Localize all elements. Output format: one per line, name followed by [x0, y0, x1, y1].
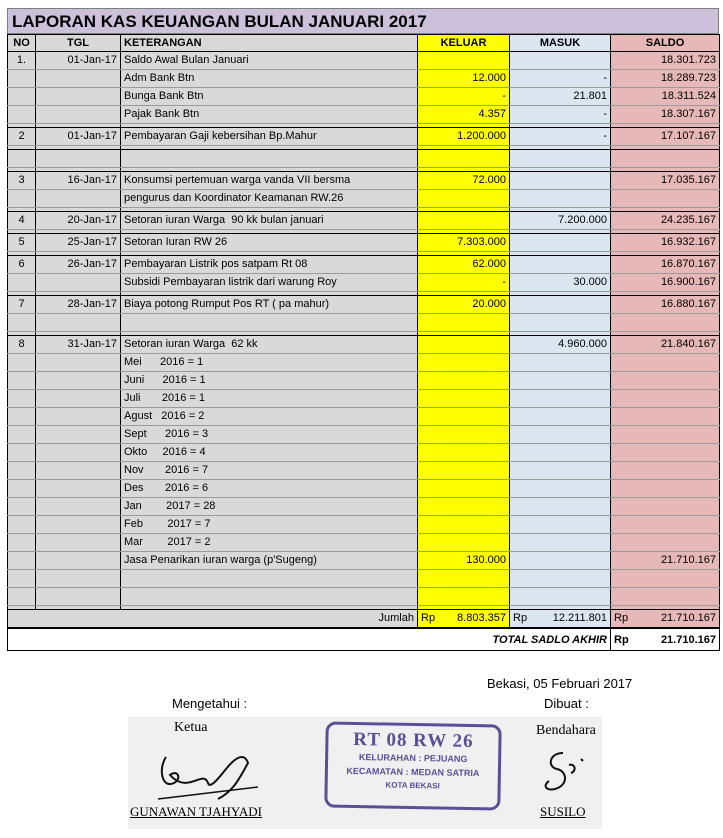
cell-keluar: [418, 588, 510, 606]
table-row: [8, 354, 720, 372]
cell-ket: Konsumsi pertemuan warga vanda VII bersma: [121, 172, 418, 190]
cell-ket: Pembayaran Gaji kebersihan Bp.Mahur: [121, 128, 418, 146]
cell-masuk: 21.801: [510, 88, 611, 106]
cell-ket: Setoran iuran Warga 90 kk bulan januari: [121, 212, 418, 230]
cell-tgl: 28-Jan-17: [36, 296, 121, 314]
cell-tgl: 01-Jan-17: [36, 52, 121, 70]
table-row: [8, 480, 720, 498]
ledger-sheet: [7, 8, 719, 651]
cell-tgl: [36, 588, 121, 606]
ketua-name: GUNAWAN TJAHYADI: [130, 804, 262, 819]
cell-saldo: 21.710.167: [611, 552, 720, 570]
cell-tgl: [36, 70, 121, 88]
cell-saldo: 16.880.167: [611, 296, 720, 314]
header-tgl: TGL: [36, 35, 121, 52]
cell-masuk: [510, 150, 611, 168]
cell-ket: [121, 314, 418, 332]
table-row: [8, 462, 720, 480]
cell-keluar: 1.200.000: [418, 128, 510, 146]
sum-keluar: [418, 610, 510, 628]
cell-masuk: -: [510, 70, 611, 88]
cell-ket: Pajak Bank Btn: [121, 106, 418, 124]
cell-saldo: [611, 588, 720, 606]
cell-tgl: [36, 274, 121, 292]
cell-keluar: [418, 534, 510, 552]
cell-tgl: [36, 444, 121, 462]
cell-ket: Subsidi Pembayaran listrik dari warung Roy: [121, 274, 418, 292]
cell-saldo: 18.307.167: [611, 106, 720, 124]
sum-masuk-value: 12.211.801: [552, 612, 607, 624]
cell-masuk: 4.960.000: [510, 336, 611, 354]
total-value-cell: [611, 629, 720, 651]
header-masuk: MASUK: [510, 35, 611, 52]
total-row: [8, 629, 720, 651]
table-row: [8, 212, 720, 230]
cell-ket: [121, 150, 418, 168]
total-value: 21.710.167: [660, 633, 716, 646]
cell-masuk: [510, 52, 611, 70]
cell-tgl: 26-Jan-17: [36, 256, 121, 274]
cell-keluar: [418, 498, 510, 516]
cell-keluar: 72.000: [418, 172, 510, 190]
table-row: [8, 190, 720, 208]
cell-masuk: [510, 296, 611, 314]
rt-stamp: [324, 721, 501, 810]
cell-no: [8, 516, 36, 534]
cell-keluar: [418, 426, 510, 444]
sum-keluar-value: 8.803.357: [457, 612, 506, 624]
cell-masuk: 30.000: [510, 274, 611, 292]
cell-tgl: [36, 150, 121, 168]
table-row: [8, 588, 720, 606]
bendahara-signature-icon: [533, 745, 593, 800]
cell-keluar: 130.000: [418, 552, 510, 570]
cell-tgl: [36, 190, 121, 208]
cell-saldo: [611, 314, 720, 332]
table-row: [8, 296, 720, 314]
cell-no: [8, 534, 36, 552]
cell-masuk: [510, 498, 611, 516]
cell-no: [8, 588, 36, 606]
cell-keluar: [418, 444, 510, 462]
cell-no: [8, 390, 36, 408]
cell-no: [8, 88, 36, 106]
cell-keluar: [418, 190, 510, 208]
table-row: [8, 172, 720, 190]
sum-saldo-currency: Rp: [614, 612, 629, 624]
cell-no: [8, 552, 36, 570]
cell-ket: Juli 2016 = 1: [121, 390, 418, 408]
cell-saldo: 17.107.167: [611, 128, 720, 146]
cell-tgl: [36, 426, 121, 444]
cell-masuk: [510, 390, 611, 408]
cell-ket: [121, 588, 418, 606]
cell-masuk: [510, 552, 611, 570]
cell-ket: pengurus dan Koordinator Keamanan RW.26: [121, 190, 418, 208]
cell-keluar: [418, 212, 510, 230]
header-saldo: SALDO: [611, 35, 720, 52]
bendahara-name: SUSILO: [540, 804, 586, 819]
header-keluar: KELUAR: [418, 35, 510, 52]
cell-saldo: [611, 426, 720, 444]
table-row: [8, 234, 720, 252]
cell-saldo: 16.900.167: [611, 274, 720, 292]
cell-no: [8, 70, 36, 88]
sum-masuk: [510, 610, 611, 628]
cell-tgl: [36, 314, 121, 332]
cell-tgl: [36, 88, 121, 106]
sum-row: [8, 610, 720, 628]
cell-masuk: [510, 354, 611, 372]
cell-no: [8, 570, 36, 588]
cell-no: 4: [8, 212, 36, 230]
cell-no: [8, 408, 36, 426]
cell-masuk: [510, 314, 611, 332]
cell-keluar: [418, 372, 510, 390]
cell-saldo: 16.870.167: [611, 256, 720, 274]
cell-no: 7: [8, 296, 36, 314]
cell-masuk: -: [510, 106, 611, 124]
cell-keluar: -: [418, 274, 510, 292]
cell-keluar: 12.000: [418, 70, 510, 88]
cell-saldo: 17.035.167: [611, 172, 720, 190]
cell-keluar: 7.303.000: [418, 234, 510, 252]
cell-no: [8, 274, 36, 292]
cell-saldo: [611, 372, 720, 390]
cell-masuk: [510, 588, 611, 606]
header-row: [8, 35, 720, 52]
table-row: [8, 128, 720, 146]
cell-tgl: [36, 552, 121, 570]
table-row: [8, 372, 720, 390]
cell-keluar: -: [418, 88, 510, 106]
cell-ket: Adm Bank Btn: [121, 70, 418, 88]
stamp-line3: KECAMATAN : MEDAN SATRIA: [346, 765, 480, 779]
cell-saldo: [611, 462, 720, 480]
cell-no: [8, 106, 36, 124]
total-label: TOTAL SADLO AKHIR: [8, 629, 611, 651]
cell-masuk: [510, 256, 611, 274]
table-row: [8, 534, 720, 552]
cell-keluar: [418, 354, 510, 372]
cell-no: [8, 314, 36, 332]
cell-no: [8, 426, 36, 444]
cell-ket: Mar 2017 = 2: [121, 534, 418, 552]
cell-keluar: [418, 390, 510, 408]
cell-saldo: 21.840.167: [611, 336, 720, 354]
cell-keluar: 20.000: [418, 296, 510, 314]
cell-tgl: [36, 480, 121, 498]
cell-masuk: [510, 234, 611, 252]
cell-saldo: [611, 570, 720, 588]
header-keterangan: KETERANGAN: [121, 35, 418, 52]
cell-tgl: [36, 408, 121, 426]
cell-tgl: 20-Jan-17: [36, 212, 121, 230]
cell-tgl: [36, 534, 121, 552]
ledger-table: [7, 34, 720, 628]
cell-masuk: [510, 444, 611, 462]
cell-no: [8, 462, 36, 480]
cell-masuk: [510, 426, 611, 444]
cell-tgl: 01-Jan-17: [36, 128, 121, 146]
cell-saldo: 16.932.167: [611, 234, 720, 252]
cell-tgl: [36, 390, 121, 408]
ketua-role: Ketua: [174, 720, 208, 735]
cell-masuk: [510, 462, 611, 480]
sum-keluar-currency: Rp: [421, 612, 436, 624]
cell-masuk: [510, 534, 611, 552]
cell-ket: Jan 2017 = 28: [121, 498, 418, 516]
sum-masuk-currency: Rp: [513, 612, 528, 624]
cell-keluar: [418, 52, 510, 70]
dibuat-label: Dibuat :: [544, 696, 589, 711]
cell-ket: Pembayaran Listrik pos satpam Rt 08: [121, 256, 418, 274]
cell-no: [8, 354, 36, 372]
cell-keluar: [418, 314, 510, 332]
table-row: [8, 426, 720, 444]
cell-saldo: [611, 534, 720, 552]
table-row: [8, 390, 720, 408]
cell-masuk: [510, 480, 611, 498]
table-row: [8, 498, 720, 516]
cell-tgl: [36, 516, 121, 534]
cell-masuk: [510, 516, 611, 534]
cell-keluar: 62.000: [418, 256, 510, 274]
cell-keluar: [418, 516, 510, 534]
cell-ket: Bunga Bank Btn: [121, 88, 418, 106]
cell-masuk: [510, 172, 611, 190]
cell-tgl: [36, 354, 121, 372]
table-row: [8, 444, 720, 462]
cell-saldo: [611, 390, 720, 408]
table-row: [8, 70, 720, 88]
cell-saldo: 24.235.167: [611, 212, 720, 230]
cell-no: 3: [8, 172, 36, 190]
cell-saldo: 18.311.524: [611, 88, 720, 106]
cell-no: 1.: [8, 52, 36, 70]
bendahara-role: Bendahara: [536, 723, 596, 738]
cell-tgl: 31-Jan-17: [36, 336, 121, 354]
table-row: [8, 516, 720, 534]
cell-ket: Feb 2017 = 7: [121, 516, 418, 534]
cell-ket: Biaya potong Rumput Pos RT ( pa mahur): [121, 296, 418, 314]
cell-no: [8, 444, 36, 462]
cell-ket: Saldo Awal Bulan Januari: [121, 52, 418, 70]
table-row: [8, 408, 720, 426]
cell-ket: Okto 2016 = 4: [121, 444, 418, 462]
total-table: [7, 628, 720, 651]
cell-no: [8, 480, 36, 498]
cell-tgl: [36, 372, 121, 390]
cell-keluar: 4.357: [418, 106, 510, 124]
cell-saldo: [611, 516, 720, 534]
header-no: NO: [8, 35, 36, 52]
cell-saldo: 18.301.723: [611, 52, 720, 70]
cell-ket: Des 2016 = 6: [121, 480, 418, 498]
cell-keluar: [418, 336, 510, 354]
table-row: [8, 106, 720, 124]
total-currency: Rp: [614, 633, 629, 646]
cell-saldo: [611, 480, 720, 498]
stamp-line2: KELURAHAN : PEJUANG: [358, 752, 468, 764]
cell-no: [8, 190, 36, 208]
table-row: [8, 150, 720, 168]
cell-masuk: [510, 372, 611, 390]
cell-keluar: [418, 462, 510, 480]
cell-saldo: 18.289.723: [611, 70, 720, 88]
cell-no: [8, 372, 36, 390]
cell-masuk: [510, 408, 611, 426]
table-row: [8, 336, 720, 354]
cell-masuk: 7.200.000: [510, 212, 611, 230]
cell-no: [8, 498, 36, 516]
stamp-line1: RT 08 RW 26: [353, 728, 474, 753]
sum-label: Jumlah: [8, 610, 418, 628]
mengetahui-label: Mengetahui :: [172, 696, 248, 711]
cell-masuk: [510, 190, 611, 208]
cell-tgl: [36, 570, 121, 588]
cell-no: [8, 150, 36, 168]
stamp-line4: KOTA BEKASI: [385, 780, 440, 791]
cell-ket: Mei 2016 = 1: [121, 354, 418, 372]
table-row: [8, 552, 720, 570]
cell-no: 2: [8, 128, 36, 146]
table-row: [8, 314, 720, 332]
cell-tgl: 25-Jan-17: [36, 234, 121, 252]
cell-saldo: [611, 190, 720, 208]
cell-keluar: [418, 480, 510, 498]
cell-no: 8: [8, 336, 36, 354]
place-date: Bekasi, 05 Februari 2017: [487, 676, 633, 691]
cell-masuk: -: [510, 128, 611, 146]
table-row: [8, 570, 720, 588]
cell-ket: Sept 2016 = 3: [121, 426, 418, 444]
cell-masuk: [510, 570, 611, 588]
cell-keluar: [418, 570, 510, 588]
sum-saldo: [611, 610, 720, 628]
table-row: [8, 274, 720, 292]
sum-saldo-value: 21.710.167: [660, 612, 716, 624]
cell-ket: Setoran Iuran RW 26: [121, 234, 418, 252]
cell-ket: [121, 570, 418, 588]
table-row: [8, 256, 720, 274]
cell-tgl: [36, 498, 121, 516]
cell-tgl: [36, 462, 121, 480]
cell-saldo: [611, 444, 720, 462]
cell-ket: Agust 2016 = 2: [121, 408, 418, 426]
table-row: [8, 88, 720, 106]
cell-ket: Nov 2016 = 7: [121, 462, 418, 480]
report-title: LAPORAN KAS KEUANGAN BULAN JANUARI 2017: [7, 8, 719, 34]
cell-keluar: [418, 150, 510, 168]
cell-saldo: [611, 408, 720, 426]
cell-saldo: [611, 150, 720, 168]
cell-saldo: [611, 354, 720, 372]
cell-keluar: [418, 408, 510, 426]
cell-tgl: 16-Jan-17: [36, 172, 121, 190]
cell-tgl: [36, 106, 121, 124]
cell-saldo: [611, 498, 720, 516]
ketua-signature-icon: [148, 739, 268, 804]
cell-no: 6: [8, 256, 36, 274]
signature-area: [128, 717, 602, 829]
cell-ket: Setoran iuran Warga 62 kk: [121, 336, 418, 354]
cell-ket: Juni 2016 = 1: [121, 372, 418, 390]
table-row: [8, 52, 720, 70]
cell-no: 5: [8, 234, 36, 252]
cell-ket: Jasa Penarikan iuran warga (p'Sugeng): [121, 552, 418, 570]
